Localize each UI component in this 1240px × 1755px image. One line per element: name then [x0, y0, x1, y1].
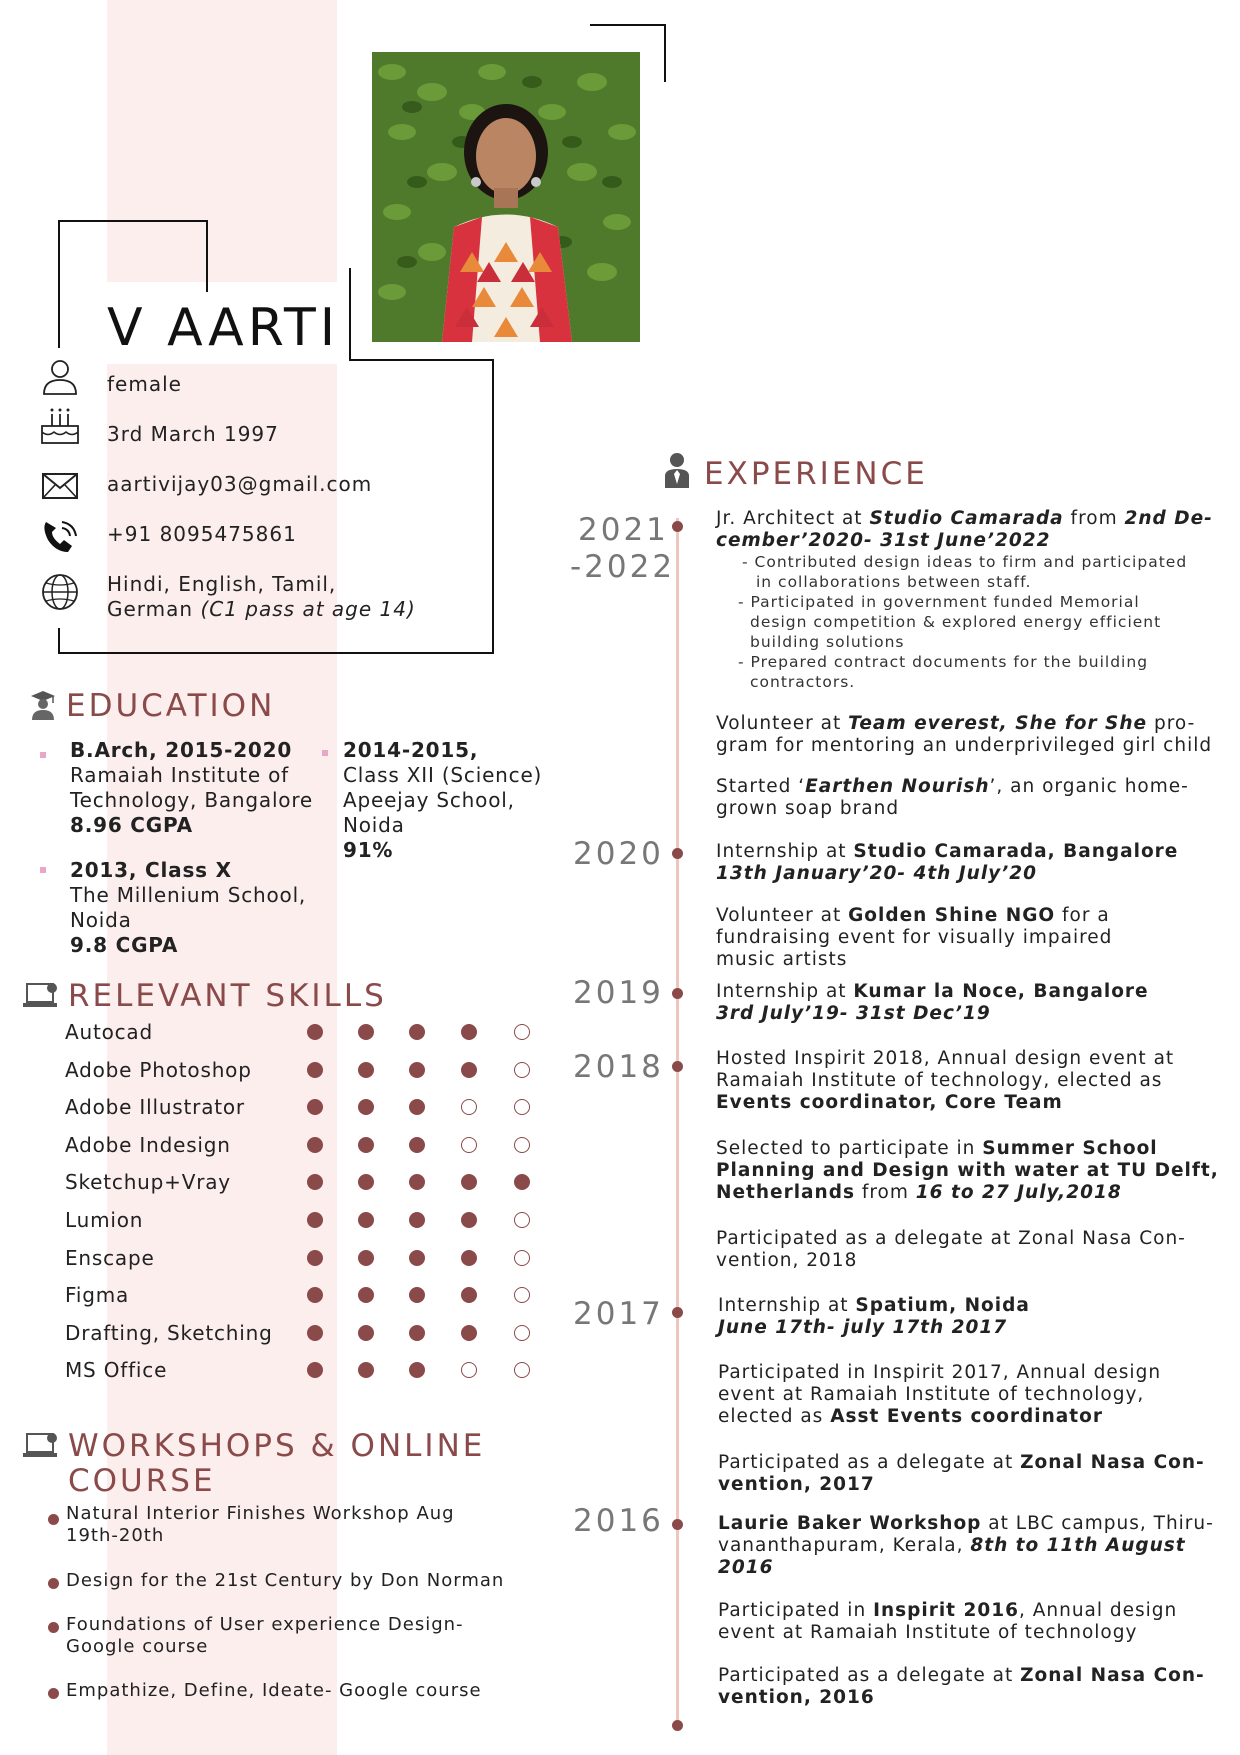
skill-rating-dot — [358, 1062, 374, 1078]
bullet — [322, 750, 328, 756]
skill-name: Adobe Indesign — [65, 1132, 231, 1157]
education-entry — [343, 738, 542, 863]
frame-line — [349, 268, 351, 361]
experience-detail: - Prepared contract documents for the building contractors. — [738, 653, 1149, 691]
education-title: 2014-2015, — [343, 738, 479, 762]
bullet — [48, 1578, 59, 1589]
timeline-line — [676, 518, 679, 1724]
skill-rating-dot — [358, 1250, 374, 1266]
skill-rating-dot — [358, 1287, 374, 1303]
frame-line — [590, 24, 666, 26]
globe-icon — [38, 572, 82, 612]
skill-rating-dot — [461, 1099, 477, 1115]
skill-rating-dot — [514, 1250, 530, 1266]
skill-name: Adobe Illustrator — [65, 1095, 245, 1120]
skill-rating-dot — [358, 1137, 374, 1153]
workshops-heading: WORKSHOPS & ONLINE — [68, 1428, 486, 1464]
education-heading: EDUCATION — [66, 688, 276, 724]
workshop-item: Design for the 21st Century by Don Norman — [66, 1570, 505, 1591]
skill-rating-dot — [514, 1287, 530, 1303]
education-line: The Millenium School, — [70, 883, 307, 907]
education-score: 9.8 CGPA — [70, 933, 179, 957]
education-entry — [70, 858, 306, 958]
skill-rating-dot — [307, 1137, 323, 1153]
bullet — [48, 1622, 59, 1633]
skill-rating-dot — [461, 1212, 477, 1228]
education-title: B.Arch, 2015-2020 — [70, 738, 293, 762]
skill-rating-dot — [358, 1325, 374, 1341]
skill-name: Autocad — [65, 1020, 153, 1044]
year-label: 2019 — [573, 975, 664, 1011]
skill-rating-dot — [514, 1137, 530, 1153]
experience-entry: Hosted Inspirit 2018, Annual design event at Ramaiah Institute of technology, elected as Events coordinator, Core Team — [716, 1048, 1175, 1113]
timeline-dot — [672, 1720, 683, 1731]
languages-text: Hindi, English, Tamil, — [107, 572, 337, 596]
skill-rating-dot — [409, 1325, 425, 1341]
frame-line — [664, 24, 666, 82]
gender-text: female — [107, 372, 182, 396]
experience-entry: Internship at Spatium, Noida June 17th- july 17th 2017 — [718, 1295, 1030, 1338]
skill-rating-dot — [461, 1137, 477, 1153]
experience-entry: Laurie Baker Workshop at LBC campus, Thiru- vananthapuram, Kerala, 8th to 11th August 2016 — [718, 1513, 1214, 1578]
education-line: Ramaiah Institute of — [70, 763, 289, 787]
graduate-icon — [30, 690, 56, 720]
education-line: Technology, Bangalore — [70, 788, 314, 812]
skill-rating-dot — [358, 1362, 374, 1378]
frame-line — [58, 628, 60, 654]
experience-entry: Participated as a delegate at Zonal Nasa Con- vention, 2017 — [718, 1452, 1205, 1495]
skill-name: Adobe Photoshop — [65, 1057, 252, 1082]
education-title: 2013, Class X — [70, 858, 232, 882]
skill-rating-dot — [409, 1250, 425, 1266]
experience-entry: Volunteer at Team everest, She for She pro- gram for mentoring an underprivileged girl child — [716, 713, 1213, 756]
person-suit-icon — [664, 452, 690, 488]
education-score: 91% — [343, 838, 394, 862]
cake-icon — [38, 406, 82, 446]
email-link[interactable]: aartivijay03@gmail.com — [107, 472, 373, 496]
frame-line — [349, 359, 494, 361]
skill-rating-dot — [409, 1287, 425, 1303]
workshop-item — [66, 1614, 506, 1658]
languages-note: (C1 pass at age 14) — [200, 597, 416, 621]
skill-rating-dot — [409, 1212, 425, 1228]
skill-rating-dot — [409, 1137, 425, 1153]
timeline-dot — [672, 1061, 683, 1072]
experience-entry: Selected to participate in Summer School Planning and Design with water at TU Delft, Netherlands from 16 to 27 July,2018 — [716, 1138, 1219, 1203]
year-label: 2017 — [573, 1296, 664, 1332]
skill-rating-dot — [409, 1362, 425, 1378]
experience-entry: Participated in Inspirit 2017, Annual design event at Ramaiah Institute of technology, elected as Asst Events coordinator — [718, 1362, 1162, 1427]
workshop-item — [66, 1503, 506, 1547]
year-label: -2022 — [570, 549, 676, 585]
skill-name: Enscape — [65, 1245, 155, 1270]
experience-entry: Volunteer at Golden Shine NGO for a fundraising event for visually impaired music artists — [716, 905, 1113, 970]
workshop-line: 19th-20th — [66, 1525, 165, 1546]
skill-rating-dot — [409, 1024, 425, 1040]
skill-rating-dot — [409, 1062, 425, 1078]
experience-heading: EXPERIENCE — [704, 456, 928, 492]
skill-rating-dot — [514, 1062, 530, 1078]
skill-rating-dot — [358, 1174, 374, 1190]
skill-rating-dot — [409, 1174, 425, 1190]
skill-name: Lumion — [65, 1208, 144, 1232]
workshop-item: Empathize, Define, Ideate- Google course — [66, 1680, 482, 1701]
skill-rating-dot — [514, 1325, 530, 1341]
frame-line — [58, 220, 60, 348]
frame-line — [206, 220, 208, 292]
education-line: Apeejay School, — [343, 788, 515, 812]
skill-rating-dot — [358, 1024, 374, 1040]
education-entry — [70, 738, 313, 838]
skill-rating-dot — [514, 1174, 530, 1190]
experience-detail: - Participated in government funded Memorial design competition & explored energy efficient building solutions — [738, 593, 1162, 651]
skill-rating-dot — [358, 1099, 374, 1115]
experience-entry: Participated as a delegate at Zonal Nasa Con- vention, 2018 — [716, 1228, 1186, 1271]
skill-rating-dot — [461, 1062, 477, 1078]
mail-icon — [38, 466, 82, 506]
bullet — [48, 1688, 59, 1699]
skill-name: Sketchup+Vray — [65, 1170, 231, 1195]
experience-entry: Started ‘Earthen Nourish’, an organic home- grown soap brand — [716, 776, 1189, 819]
bullet — [40, 867, 46, 873]
skill-rating-dot — [514, 1362, 530, 1378]
experience-entry: Internship at Kumar la Noce, Bangalore 3rd July’19- 31st Dec’19 — [716, 981, 1149, 1024]
education-score: 8.96 CGPA — [70, 813, 193, 837]
skill-rating-dot — [461, 1174, 477, 1190]
profile-photo — [372, 52, 640, 342]
skill-rating-dot — [307, 1062, 323, 1078]
timeline-dot — [672, 848, 683, 859]
skill-rating-dot — [461, 1325, 477, 1341]
person-name: V AARTI — [107, 298, 340, 358]
experience-detail: - Contributed design ideas to firm and participated in collaborations between staff. — [742, 553, 1188, 591]
frame-line — [58, 220, 208, 222]
bullet — [48, 1514, 59, 1525]
experience-entry: Participated as a delegate at Zonal Nasa Con- vention, 2016 — [718, 1665, 1205, 1708]
phone-text: +91 8095475861 — [107, 522, 297, 546]
skill-rating-dot — [409, 1099, 425, 1115]
year-label: 2018 — [573, 1049, 664, 1085]
skill-rating-dot — [514, 1099, 530, 1115]
dob-text: 3rd March 1997 — [107, 422, 279, 446]
skill-rating-dot — [514, 1024, 530, 1040]
year-label: 2020 — [573, 836, 664, 872]
education-line: Noida — [70, 908, 132, 932]
skill-rating-dot — [461, 1362, 477, 1378]
timeline-dot — [672, 1519, 683, 1530]
experience-entry: Participated in Inspirit 2016, Annual design event at Ramaiah Institute of technology — [718, 1600, 1178, 1643]
timeline-dot — [672, 521, 683, 532]
experience-entry: Jr. Architect at Studio Camarada from 2nd De- cember’2020- 31st June’2022 — [716, 508, 1213, 551]
workshop-line: Natural Interior Finishes Workshop Aug — [66, 1503, 455, 1524]
laptop-icon — [22, 982, 60, 1010]
skill-rating-dot — [307, 1325, 323, 1341]
timeline-dot — [672, 1307, 683, 1318]
skill-rating-dot — [461, 1287, 477, 1303]
laptop-gear-icon — [22, 1432, 60, 1460]
skill-rating-dot — [307, 1212, 323, 1228]
languages-line2: German (C1 pass at age 14) — [107, 597, 416, 621]
workshop-line: Foundations of User experience Design- — [66, 1614, 464, 1635]
skill-name: Figma — [65, 1283, 130, 1308]
workshops-heading-line2: COURSE — [68, 1463, 216, 1499]
skill-name: MS Office — [65, 1358, 168, 1383]
frame-line — [492, 359, 494, 654]
experience-entry: Internship at Studio Camarada, Bangalore 13th January’20- 4th July’20 — [716, 841, 1179, 884]
education-line: Class XII (Science) — [343, 763, 543, 787]
bullet — [40, 752, 46, 758]
skill-rating-dot — [461, 1250, 477, 1266]
workshop-line: Google course — [66, 1636, 209, 1657]
year-label: 2016 — [573, 1503, 664, 1539]
education-line: Noida — [343, 813, 405, 837]
skill-rating-dot — [307, 1250, 323, 1266]
skill-rating-dot — [514, 1212, 530, 1228]
skills-heading: RELEVANT SKILLS — [68, 978, 387, 1014]
skill-rating-dot — [307, 1024, 323, 1040]
timeline-dot — [672, 988, 683, 999]
user-icon — [38, 356, 82, 396]
skill-rating-dot — [358, 1212, 374, 1228]
skill-rating-dot — [461, 1024, 477, 1040]
frame-line — [58, 652, 494, 654]
year-label: 2021 — [578, 512, 669, 548]
phone-icon — [38, 516, 82, 556]
skill-name: Drafting, Sketching — [65, 1320, 273, 1345]
